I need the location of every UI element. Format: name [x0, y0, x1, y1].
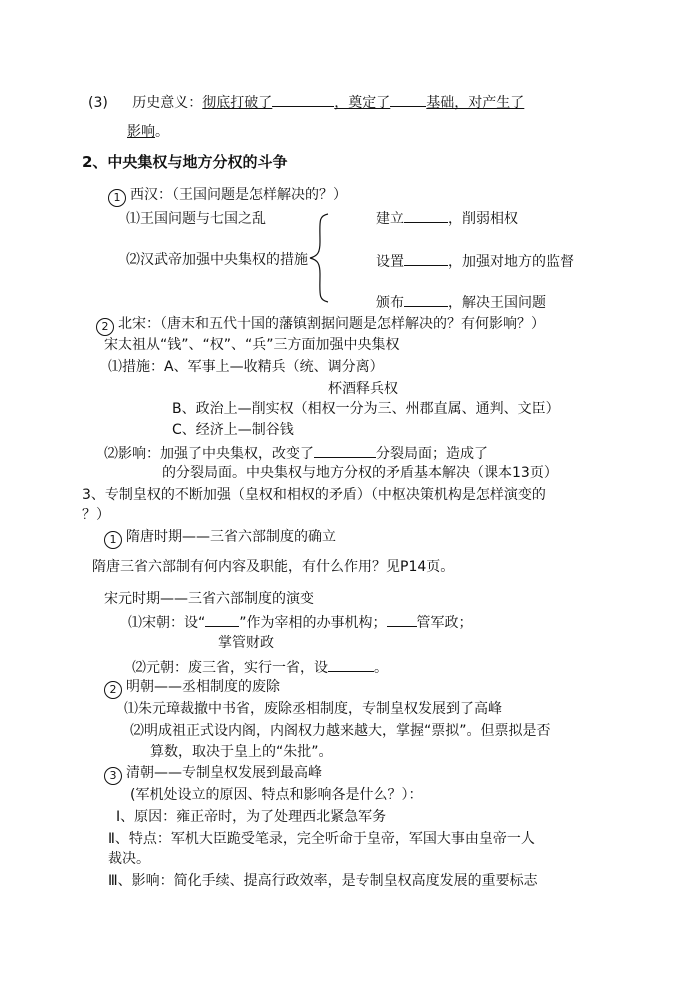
- measure-1-text: ，削弱相权: [448, 211, 518, 227]
- qing-impact: Ⅲ、影响：简化手续、提高行政效率，是专制皇权高度发展的重要标志: [108, 873, 538, 889]
- circled-number: 2: [104, 681, 122, 699]
- significance-line-2: [127, 123, 169, 141]
- beisong-impact-1: [104, 443, 488, 463]
- qing-title-text: 清朝——专制皇权发展到最高峰: [126, 765, 322, 781]
- ming-point-2-cont: 算数，取决于皇上的“朱批”。: [150, 744, 333, 760]
- qing-feature-cont: 裁决。: [108, 851, 150, 867]
- measure-3-text: ，解决王国问题: [448, 295, 546, 311]
- song-text-a: ⑴宋朝：设“: [128, 615, 206, 631]
- songyuan-title: 宋元时期——三省六部制度的演变: [104, 591, 314, 607]
- xihan-item-2: ⑵汉武帝加强中央集权的措施: [126, 252, 308, 268]
- qing-feature: Ⅱ、特点：军机大臣跪受笔录，完全听命于皇帝，军国大事由皇帝一人: [108, 831, 535, 847]
- section-2-heading: 2、中央集权与地方分权的斗争: [82, 153, 288, 171]
- beisong-measures-c: C、经济上—制谷钱: [172, 422, 294, 438]
- measure-2-label: 设置: [376, 254, 404, 270]
- blank-2: [390, 92, 426, 107]
- blank-5: [404, 292, 448, 307]
- suitang-title: [104, 528, 336, 549]
- yuan-text-b: 。: [374, 660, 388, 676]
- circled-number: 1: [104, 531, 122, 549]
- qing-question: (军机处设立的原因、特点和影响各是什么？）：: [130, 787, 423, 803]
- significance-text-3: 基础，对产生了: [426, 95, 525, 111]
- suitang-title-text: 隋唐时期——三省六部制度的确立: [126, 529, 336, 545]
- ming-point-2: ⑵明成祖正式设内阁，内阁权力越来越大，掌握“票拟”。但票拟是否: [130, 723, 551, 739]
- blank-7: [205, 612, 239, 627]
- xihan-measure-1: [376, 208, 518, 228]
- xihan-title-text: 西汉：（王国问题是怎样解决的？）: [130, 187, 347, 203]
- beisong-title: [96, 315, 545, 336]
- xihan-title: [108, 186, 347, 207]
- significance-text-4: 影响: [127, 124, 155, 140]
- xihan-measure-3: [376, 292, 546, 312]
- ming-point-1: ⑴朱元璋裁撤中书省，废除丞相制度，专制皇权发展到了高峰: [124, 701, 502, 717]
- section-3-heading-end: ？）: [82, 507, 110, 523]
- beisong-measures: ⑴措施：A、军事上—收精兵（统、调分离）: [108, 359, 384, 375]
- impact-text-a: ⑵影响：加强了中央集权，改变了: [104, 446, 314, 462]
- measure-1-label: 建立: [376, 211, 404, 227]
- qing-title: [104, 764, 322, 785]
- blank-4: [404, 251, 448, 266]
- song-line: [128, 612, 473, 632]
- blank-6: [314, 443, 376, 458]
- significance-text-5: 。: [155, 124, 169, 140]
- yuan-line: [132, 657, 388, 677]
- xihan-measure-2: [376, 251, 574, 271]
- section-3-heading: 3、专制皇权的不断加强（皇权和相权的矛盾）（中枢决策机构是怎样演变的: [82, 487, 546, 503]
- beisong-title-text: 北宋：（唐末和五代十国的藩镇割据问题是怎样解决的？有何影响？）: [118, 316, 545, 332]
- blank-1: [272, 92, 334, 107]
- measure-3-label: 颁布: [376, 295, 404, 311]
- significance-line: [88, 92, 524, 112]
- significance-text-1: 彻底打破了: [202, 95, 273, 111]
- impact-text-b: 分裂局面；造成了: [376, 446, 488, 462]
- yuan-text-a: ⑵元朝：废三省，实行一省，设: [132, 660, 328, 676]
- song-text-c: 管军政；: [416, 615, 473, 631]
- significance-label: 历史意义：: [132, 95, 203, 111]
- circled-number: 2: [96, 318, 114, 336]
- beisong-measures-b: B、政治上—削实权（相权一分为三、州郡直属、通判、文臣）: [172, 401, 560, 417]
- song-line-2: 掌管财政: [218, 635, 274, 651]
- qing-reason: Ⅰ、原因：雍正帝时，为了处理西北紧急军务: [116, 809, 387, 825]
- blank-8: [387, 612, 417, 627]
- song-text-b: ”作为宰相的办事机构；: [239, 615, 387, 631]
- circled-number: 3: [104, 767, 122, 785]
- beisong-measures-a2: 杯酒释兵权: [328, 381, 398, 397]
- beisong-intro: 宋太祖从“钱”、“权”、“兵”三方面加强中央集权: [104, 337, 400, 353]
- ming-title-text: 明朝——丞相制度的废除: [126, 679, 280, 695]
- xihan-item-1: ⑴王国问题与七国之乱: [126, 211, 266, 227]
- measure-2-text: ，加强对地方的监督: [448, 254, 574, 270]
- suitang-question: 隋唐三省六部制有何内容及职能，有什么作用？见P14页。: [92, 559, 455, 575]
- blank-9: [328, 657, 374, 672]
- significance-text-2: ，奠定了: [334, 95, 391, 111]
- brace-icon: [306, 212, 332, 304]
- item-number: (3): [88, 95, 108, 111]
- beisong-impact-2: 的分裂局面。中央集权与地方分权的矛盾基本解决（课本13页）: [162, 465, 558, 481]
- ming-title: [104, 678, 280, 699]
- circled-number: 1: [108, 189, 126, 207]
- blank-3: [404, 208, 448, 223]
